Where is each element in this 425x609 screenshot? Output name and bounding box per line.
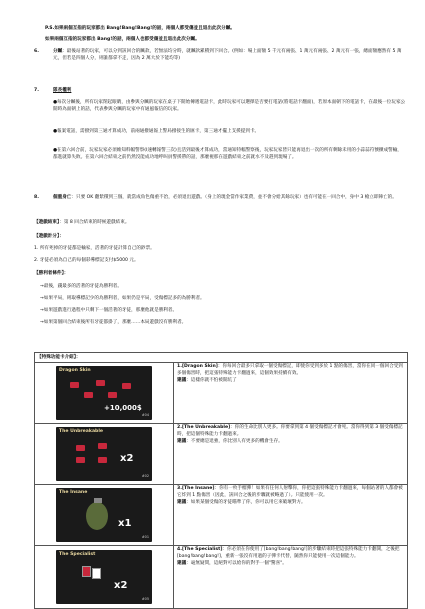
card-desc-cell xyxy=(174,424,407,484)
insane-card-image xyxy=(56,488,152,542)
card-desc: ：你有一枚手榴彈！如果有任何人射擊你，你把這張特殊能力卡翻過來，每個站著的人都會被它炸到 1 點傷害（因此，該回合之後的步驟就被略過了）。只能使用一次。 xyxy=(177,486,403,498)
card-name: 2.[The Unbreakable] xyxy=(177,425,231,430)
item-6-text xyxy=(53,49,406,63)
card-image-cell xyxy=(35,546,174,608)
specialist-card-image xyxy=(56,550,152,604)
bullet-card-icon xyxy=(92,568,101,579)
item-6-body: ：最後站著的玩家，可以分到該回合的贓款，若無法均分時，就贓款累積到下回合。(例如：場上面額 5 千元有兩張、1 萬元有兩張、2 萬元有一張，總面額應然有 5 萬元，但若是四個人分，則誰都拿不走，因為 2 萬大於下能均等) xyxy=(53,49,402,61)
chip-icon xyxy=(98,443,107,449)
game-end-text: ：第 8 回合結束的時候遊戲結束。 xyxy=(59,220,130,225)
item-8-title: 個重身亡 xyxy=(53,195,72,200)
table-header: 【特殊功能卡介紹】： xyxy=(35,353,407,363)
card-desc: ：你必須在你使用了[bang!bang!bang!]的步驟結束時把這張特殊能力卡翻開，之後把[bang!bang!bang!]，重新一張沒有用過的子彈卡代替，隨然你只能使用一次這個能力。 xyxy=(177,547,400,559)
chip-icon xyxy=(76,457,85,463)
card-extra: x1 xyxy=(118,518,132,529)
table-row xyxy=(35,363,407,424)
card-number: #02 xyxy=(141,473,149,478)
victory-line-4: →如果第個回合結束後所有牙徒都掛了，那麼……本局遊戲沒有勝利者。 xyxy=(40,320,187,325)
card-number: #04 xyxy=(141,412,149,417)
table-row xyxy=(35,485,407,546)
victory-line-1: →最後，錢最多的活著的牙徒為勝利者。 xyxy=(40,284,122,289)
item-8-body: ：只要 OK 翻紫積到三個，就當成角色傷重不治，必須退出遊戲。（身上的現金當作家業費，並不會分給其餘玩家）也有可能在一回合中，身中 3 槍立即陣亡的。 xyxy=(71,195,397,200)
tip-text: ：這樣你就不怕被開坑了 xyxy=(186,377,237,383)
tip-text: ：毫無疑問，這絕對可以給你的對手一個"驚喜"。 xyxy=(186,560,287,566)
item-6-number: 6. xyxy=(34,49,39,54)
item-7-title: 隊長權利 xyxy=(53,88,72,93)
card-name: 1.[Dragon Skin] xyxy=(177,364,218,369)
card-desc-cell xyxy=(174,363,407,423)
card-image-cell xyxy=(35,363,174,423)
ps-line-1: P.S.如果兩個互指的玩家都出 Bang!Bang!Bang!的話，兩個人都受傷並且退出此次分贓。 xyxy=(45,26,235,31)
scoring-line-1: 1. 所有死掉的牙徒都是輸家，活著的牙徒計算自己的鈔票。 xyxy=(34,246,155,251)
bullet-card-icon xyxy=(82,566,91,577)
item-7-bullet-2: ●報案電話，需撥到第三通才算成功，前兩通撥通報上警局撥接生的匯卡，第三通才擺上支援提到卡。 xyxy=(53,129,260,134)
card-title: Dragon Skin xyxy=(59,368,91,373)
unbreakable-card-image xyxy=(56,427,152,481)
dragon-skin-card-image xyxy=(56,366,152,420)
chip-icon xyxy=(84,392,93,398)
scoring-label: 【遊戲計分】： xyxy=(34,234,64,239)
chip-icon xyxy=(98,457,107,463)
chip-icon xyxy=(70,382,79,388)
special-cards-table xyxy=(34,352,408,609)
item-7-bullet-1: ●每次分贓後，所有玩家閉起眼睛，由參與分贓的玩家在桌子下開始傳遞電話卡，此時玩家可以選擇是否要打電話(將電話卡翻面)，若原本面朝下的電話卡，在最後一位玩家公開時為面朝上的話，代表參與分贓的玩家中有通風報信的玩家。 xyxy=(53,100,406,112)
card-title: The Insane xyxy=(59,490,88,495)
chip-icon xyxy=(76,445,85,451)
victory-label: 【勝利者條件】： xyxy=(34,271,69,276)
tip-label: 建議 xyxy=(177,377,187,383)
chip-icon xyxy=(108,392,117,398)
game-end-label: 【遊戲結束】 xyxy=(34,220,60,225)
tip-label: 建議 xyxy=(177,499,187,505)
item-7-bullet-3: ●在第六回合前，玩家玩家必須維知料幅警察(I速轉報警三次)且活到最後才算成功，當通知特幅警察後，玩家玩家皆只能再退出一次的所有剩餘未用的小蒜蒜符號擴成警輸，都進就算失敗。在第六回合結束之前仍然沒能成功地呼叫員警援帶的話，那麼視那在遊戲結束之前就水不及趕到現場了。 xyxy=(53,148,402,160)
card-number: #05 xyxy=(141,596,149,601)
table-row xyxy=(35,424,407,485)
tip-text: ：不要總是逞強，你比別人有更多的機會生存。 xyxy=(186,438,283,444)
card-name: 3.[The Insane] xyxy=(177,486,215,491)
chip-icon xyxy=(122,383,131,389)
card-image-cell xyxy=(35,485,174,545)
grenade-pin-icon xyxy=(94,498,102,503)
card-image-cell xyxy=(35,424,174,484)
card-desc: ：你的生命比別人更多。你要拿到第 4 個受傷標記才會死。當你得到第 3 個受傷標記時，把這個特殊能力卡翻過來。 xyxy=(177,425,403,437)
table-row xyxy=(35,546,407,608)
chip-icon xyxy=(96,380,105,386)
card-title: The Specialist xyxy=(59,552,96,557)
card-extra: x2 xyxy=(120,453,134,464)
item-6-title: 分贓 xyxy=(53,49,63,54)
card-extra: x2 xyxy=(114,580,128,591)
victory-line-3: →如果遊戲進行過程中只剩下一個活著的牙徒，那麼他就是勝利者。 xyxy=(40,308,178,313)
tip-label: 建議 xyxy=(177,438,187,444)
card-title: The Unbreakable xyxy=(59,429,104,434)
game-end xyxy=(34,220,129,227)
card-number: #01 xyxy=(141,534,149,539)
item-7-number: 7. xyxy=(34,88,39,93)
card-extra: +10,000$ xyxy=(104,404,142,412)
card-desc: ：你每回合最多只拿取一個受傷標記，即使你受到多於 1 點的傷害，當你在同一個回合受到多個傷害時，把這張特殊能力卡翻過來，這個效果持續有效。 xyxy=(177,364,403,376)
grenade-icon xyxy=(86,502,108,530)
item-8-number: 8. xyxy=(34,195,39,200)
tip-text: ：如果某個受傷的牙徒瞄準了你，你可以用它來破壞對方。 xyxy=(186,499,306,505)
card-desc-cell xyxy=(174,546,407,608)
tip-label: 建議 xyxy=(177,560,187,566)
scoring-line-2: 2. 牙徒必須為自己的每個彩導標記支付$5000 元。 xyxy=(34,258,139,263)
item-8-text xyxy=(53,195,406,202)
card-name: 4.[The Specialist] xyxy=(177,547,223,552)
victory-line-2: →如果平局，則取導標記少的為勝利者，如果仍是平局，受傷標記多的為勝利者。 xyxy=(40,296,205,301)
ps-line-2: 如果兩個互指的玩家都出 Bang!的話，兩個人也都受傷並且退出此次分贓。 xyxy=(45,37,200,42)
card-desc-cell xyxy=(174,485,407,545)
